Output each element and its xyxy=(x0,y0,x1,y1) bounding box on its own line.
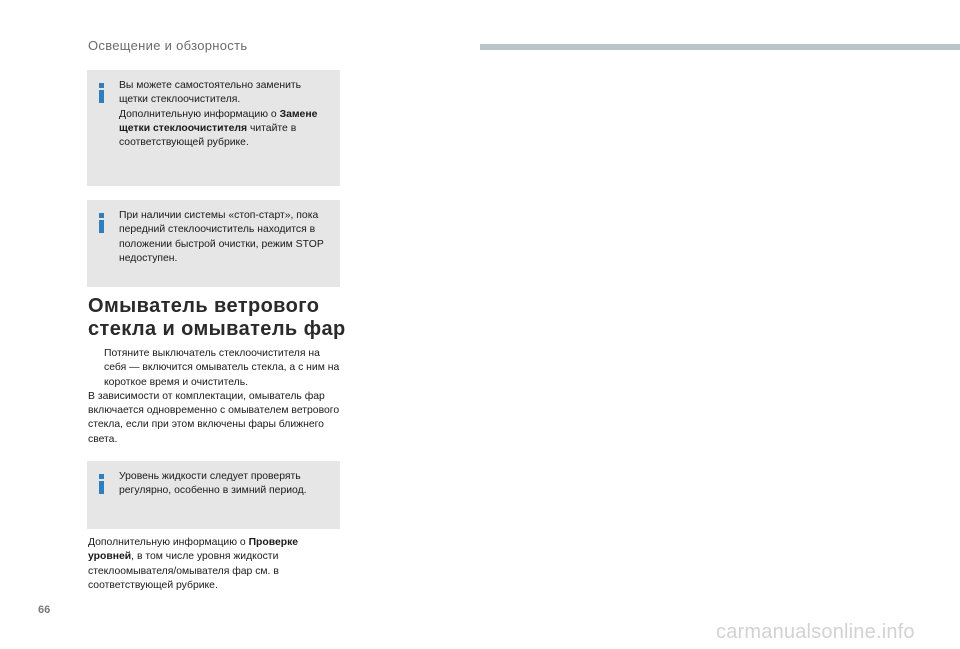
section-body xyxy=(88,347,343,447)
info-icon xyxy=(94,212,110,234)
note-text: При наличии системы «стоп-старт», пока передний стеклоочиститель находится в положении быстрой очистки, режим STOP недоступен. xyxy=(119,210,324,264)
note-text: Вы можете самостоятельно заменить щетки стеклоочистителя. xyxy=(119,80,302,106)
body-paragraph: В зависимости от комплектации, омыватель фар включается одновременно с омывателем ветрового стекла, если при этом включены фары ближнего света. xyxy=(88,390,340,445)
page-number: 66 xyxy=(38,604,51,616)
chapter-title: Освещение и обзорность xyxy=(88,38,248,53)
section-heading: Омыватель ветрового стекла и омыватель фар xyxy=(88,295,346,340)
note-text-more: Дополнительную информацию о Замене щетки стеклоочистителя читайте в соответствующей рубрике. xyxy=(119,108,318,149)
bullet-item: Потяните выключатель стеклоочистителя на себя — включится омыватель стекла, а с ним на короткое время и очиститель. xyxy=(104,348,340,388)
info-note-stop-start xyxy=(87,200,340,287)
info-note-wiper-blades xyxy=(87,70,340,186)
note-link-wiper-replacement: Замене щетки стеклоочистителя xyxy=(119,108,318,134)
info-icon xyxy=(94,82,110,104)
note-text: Уровень жидкости следует проверять регулярно, особенно в зимний период. xyxy=(119,471,307,497)
info-note-fluid-level xyxy=(87,461,340,529)
header-divider-bar xyxy=(480,44,960,50)
watermark: carmanualsonline.info xyxy=(716,621,915,643)
info-icon xyxy=(94,473,110,495)
more-info-paragraph: Дополнительную информацию о Проверке уровней, в том числе уровня жидкости стеклоомывателя/омывателя фар см. в соответствующей рубрике. xyxy=(88,537,299,591)
more-info-link-levels: Проверке уровней xyxy=(88,537,299,563)
